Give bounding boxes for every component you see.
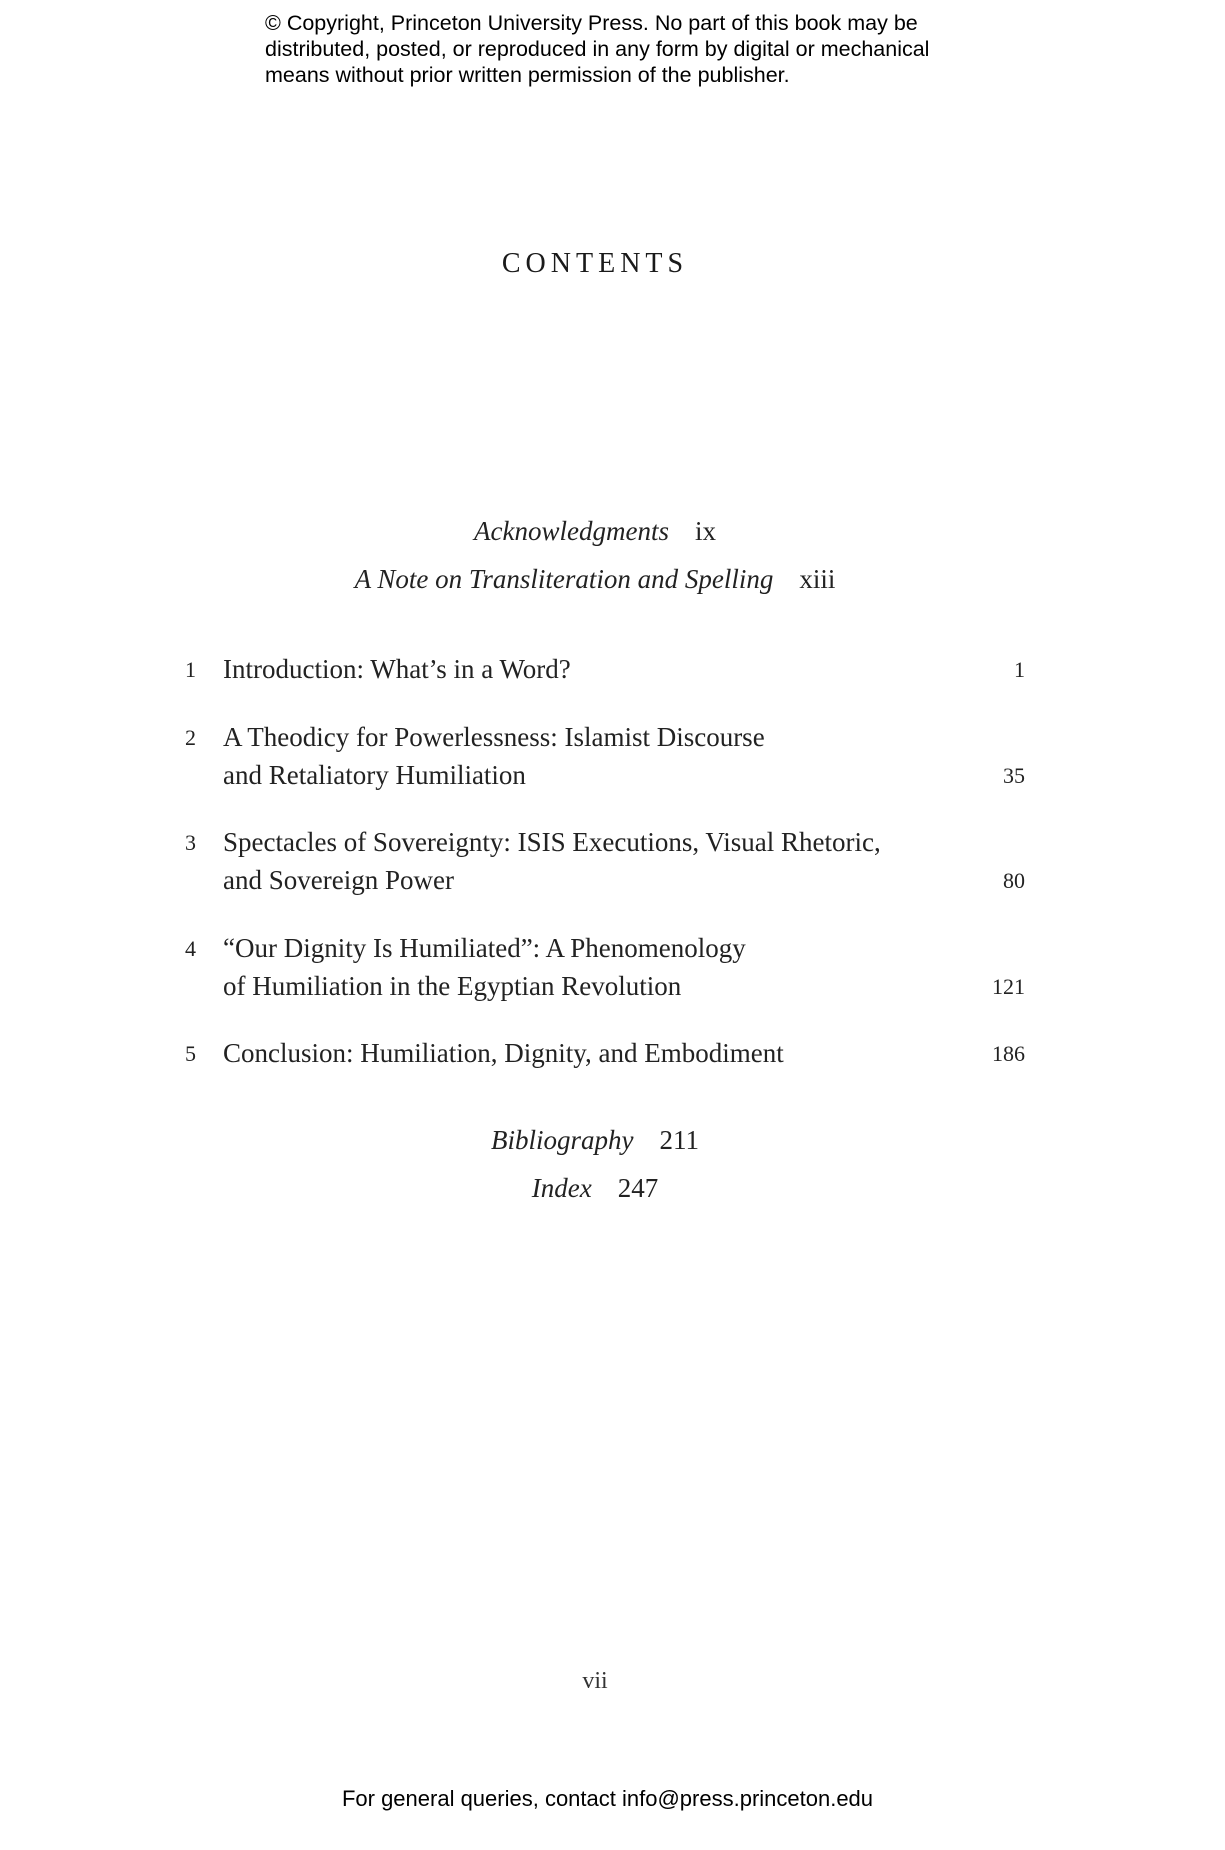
toc-entry-title: Index [531, 1173, 592, 1203]
chapter-title [223, 929, 746, 1005]
toc-entry-index[interactable] [0, 1173, 1190, 1204]
chapter-title [223, 650, 571, 688]
chapter-title-line: Conclusion: Humiliation, Dignity, and Embodiment [223, 1038, 784, 1068]
toc-entry-page: xiii [799, 564, 836, 594]
copyright-notice [265, 10, 1005, 88]
chapter-number: 1 [185, 657, 196, 682]
copyright-line: © Copyright, Princeton University Press. No part of this book may be [265, 11, 918, 35]
chapter-page: 80 [1003, 868, 1025, 893]
chapter-page: 1 [1014, 657, 1025, 682]
chapter-page: 186 [992, 1041, 1025, 1066]
chapter-number: 5 [185, 1041, 196, 1066]
copyright-line: means without prior written permission of the publisher. [265, 63, 790, 87]
chapter-number: 3 [185, 830, 196, 855]
chapter-title-line: Spectacles of Sovereignty: ISIS Executions, Visual Rhetoric, [223, 827, 881, 857]
page-number: vii [582, 1668, 608, 1694]
toc-entry-page: ix [694, 516, 716, 546]
toc-entry-page: 247 [617, 1173, 659, 1203]
chapter-title [223, 823, 881, 899]
chapter-title-line: and Retaliatory Humiliation [223, 760, 526, 790]
chapter-title [223, 1034, 784, 1072]
chapter-title-line: of Humiliation in the Egyptian Revolution [223, 971, 682, 1001]
toc-entry-bibliography[interactable] [0, 1125, 1190, 1156]
chapter-number: 4 [185, 936, 196, 961]
chapter-page: 121 [992, 974, 1025, 999]
chapter-title [223, 718, 765, 794]
toc-entry-title: Acknowledgments [474, 516, 669, 546]
copyright-line: distributed, posted, or reproduced in any form by digital or mechanical [265, 37, 930, 61]
page-title: CONTENTS [501, 248, 689, 279]
chapter-page: 35 [1003, 763, 1025, 788]
chapter-title-line: “Our Dignity Is Humiliated”: A Phenomenology [223, 933, 746, 963]
toc-entry-acknowledgments[interactable] [0, 516, 1190, 547]
toc-entry-note-on-transliteration[interactable] [0, 564, 1190, 595]
chapter-number: 2 [185, 725, 196, 750]
chapter-title-line: Introduction: What’s in a Word? [223, 654, 571, 684]
toc-entry-page: 211 [659, 1125, 699, 1155]
toc-entry-title: Bibliography [491, 1125, 634, 1155]
chapter-title-line: and Sovereign Power [223, 865, 454, 895]
chapter-title-line: A Theodicy for Powerlessness: Islamist Discourse [223, 722, 765, 752]
footer-contact: For general queries, contact info@press.princeton.edu [341, 1786, 874, 1811]
toc-entry-title: A Note on Transliteration and Spelling [354, 564, 774, 594]
